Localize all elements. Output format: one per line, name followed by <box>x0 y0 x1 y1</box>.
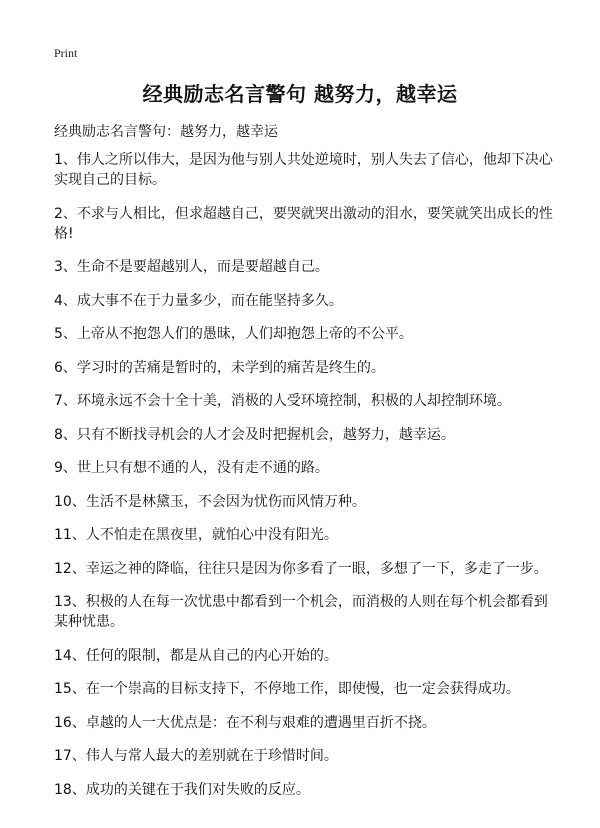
quote-item-3: 3、生命不是要超越别人，而是要超越自己。 <box>54 259 329 275</box>
quote-item-15: 15、在一个崇高的目标支持下，不停地工作，即使慢，也一定会获得成功。 <box>54 681 520 697</box>
quote-item-11: 11、人不怕走在黑夜里，就怕心中没有阳光。 <box>54 527 338 543</box>
quote-item-4: 4、成大事不在于力量多少，而在能坚持多久。 <box>54 292 343 309</box>
quote-item-8: 8、只有不断找寻机会的人才会及时把握机会，越努力，越幸运。 <box>54 426 455 443</box>
quote-item-12: 12、幸运之神的降临，往往只是因为你多看了一眼，多想了一下，多走了一步。 <box>54 560 548 577</box>
quote-item-1: 1、伟人之所以伟大，是因为他与别人共处逆境时，别人失去了信心，他却下决心实现自己的目标。 <box>54 152 553 188</box>
quote-item-18: 18、成功的关键在于我们对失败的反应。 <box>54 781 310 798</box>
page-subtitle: 经典励志名言警句：越努力，越幸运 <box>54 124 278 140</box>
print-link[interactable]: Print <box>54 46 78 60</box>
quote-item-13: 13、积极的人在每一次忧患中都看到一个机会，而消极的人则在每个机会都看到某种忧患。 <box>54 594 548 630</box>
quote-list <box>54 150 554 813</box>
quote-item-9: 9、世上只有想不通的人，没有走不通的路。 <box>54 460 329 476</box>
page-title: 经典励志名言警句 越努力，越幸运 <box>142 82 458 106</box>
quote-item-2: 2、不求与人相比，但求超越自己，要哭就哭出激动的泪水，要笑就笑出成长的性格! <box>54 205 553 242</box>
quote-item-16: 16、卓越的人一大优点是：在不利与艰难的遭遇里百折不挠。 <box>54 714 436 731</box>
quote-item-14: 14、任何的限制，都是从自己的内心开始的。 <box>54 647 338 664</box>
quote-item-17: 17、伟人与常人最大的差别就在于珍惜时间。 <box>54 748 338 764</box>
quote-item-5: 5、上帝从不抱怨人们的愚昧，人们却抱怨上帝的不公平。 <box>54 326 413 342</box>
quote-item-10: 10、生活不是林黛玉，不会因为忧伤而风情万种。 <box>54 493 366 510</box>
quote-item-6: 6、学习时的苦痛是暂时的，未学到的痛苦是终生的。 <box>54 359 385 376</box>
quote-item-7: 7、环境永远不会十全十美，消极的人受环境控制，积极的人却控制环境。 <box>54 393 511 409</box>
